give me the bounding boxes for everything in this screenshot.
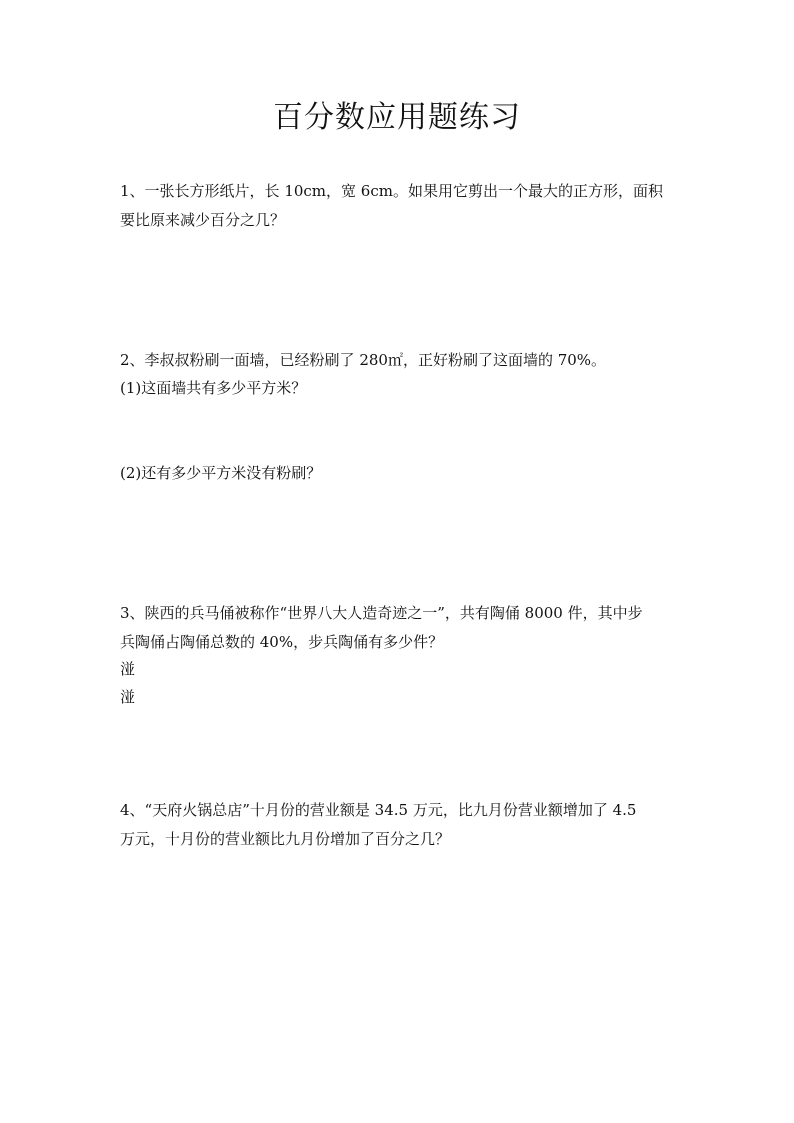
question-2-part-1: (1)这面墙共有多少平方米？ [120,379,307,397]
question-3-line-1: 3、陕西的兵马俑被称作“世界八大人造奇迹之一”，共有陶俑 8000 件，其中步 [120,604,643,622]
question-4-line-2: 万元，十月份的营业额比九月份增加了百分之几？ [120,830,451,848]
question-2-line-1: 2、李叔叔粉刷一面墙，已经粉刷了 280㎡，正好粉刷了这面墙的 70%。 [120,351,607,369]
question-2-part-2: (2)还有多少平方米没有粉刷？ [120,464,322,482]
question-1-line-1: 1、一张长方形纸片，长 10cm，宽 6cm。如果用它剪出一个最大的正方形，面积 [120,182,663,200]
stray-character-1: 湴 [120,660,136,678]
question-4-line-1: 4、“天府火锅总店”十月份的营业额是 34.5 万元，比九月份营业额增加了 4.5 [120,801,637,819]
stray-character-2: 湴 [120,688,136,706]
question-3-line-2: 兵陶俑占陶俑总数的 40%，步兵陶俑有多少件？ [120,633,444,651]
question-1-line-2: 要比原来减少百分之几？ [120,211,286,229]
page-title: 百分数应用题练习 [273,100,521,135]
